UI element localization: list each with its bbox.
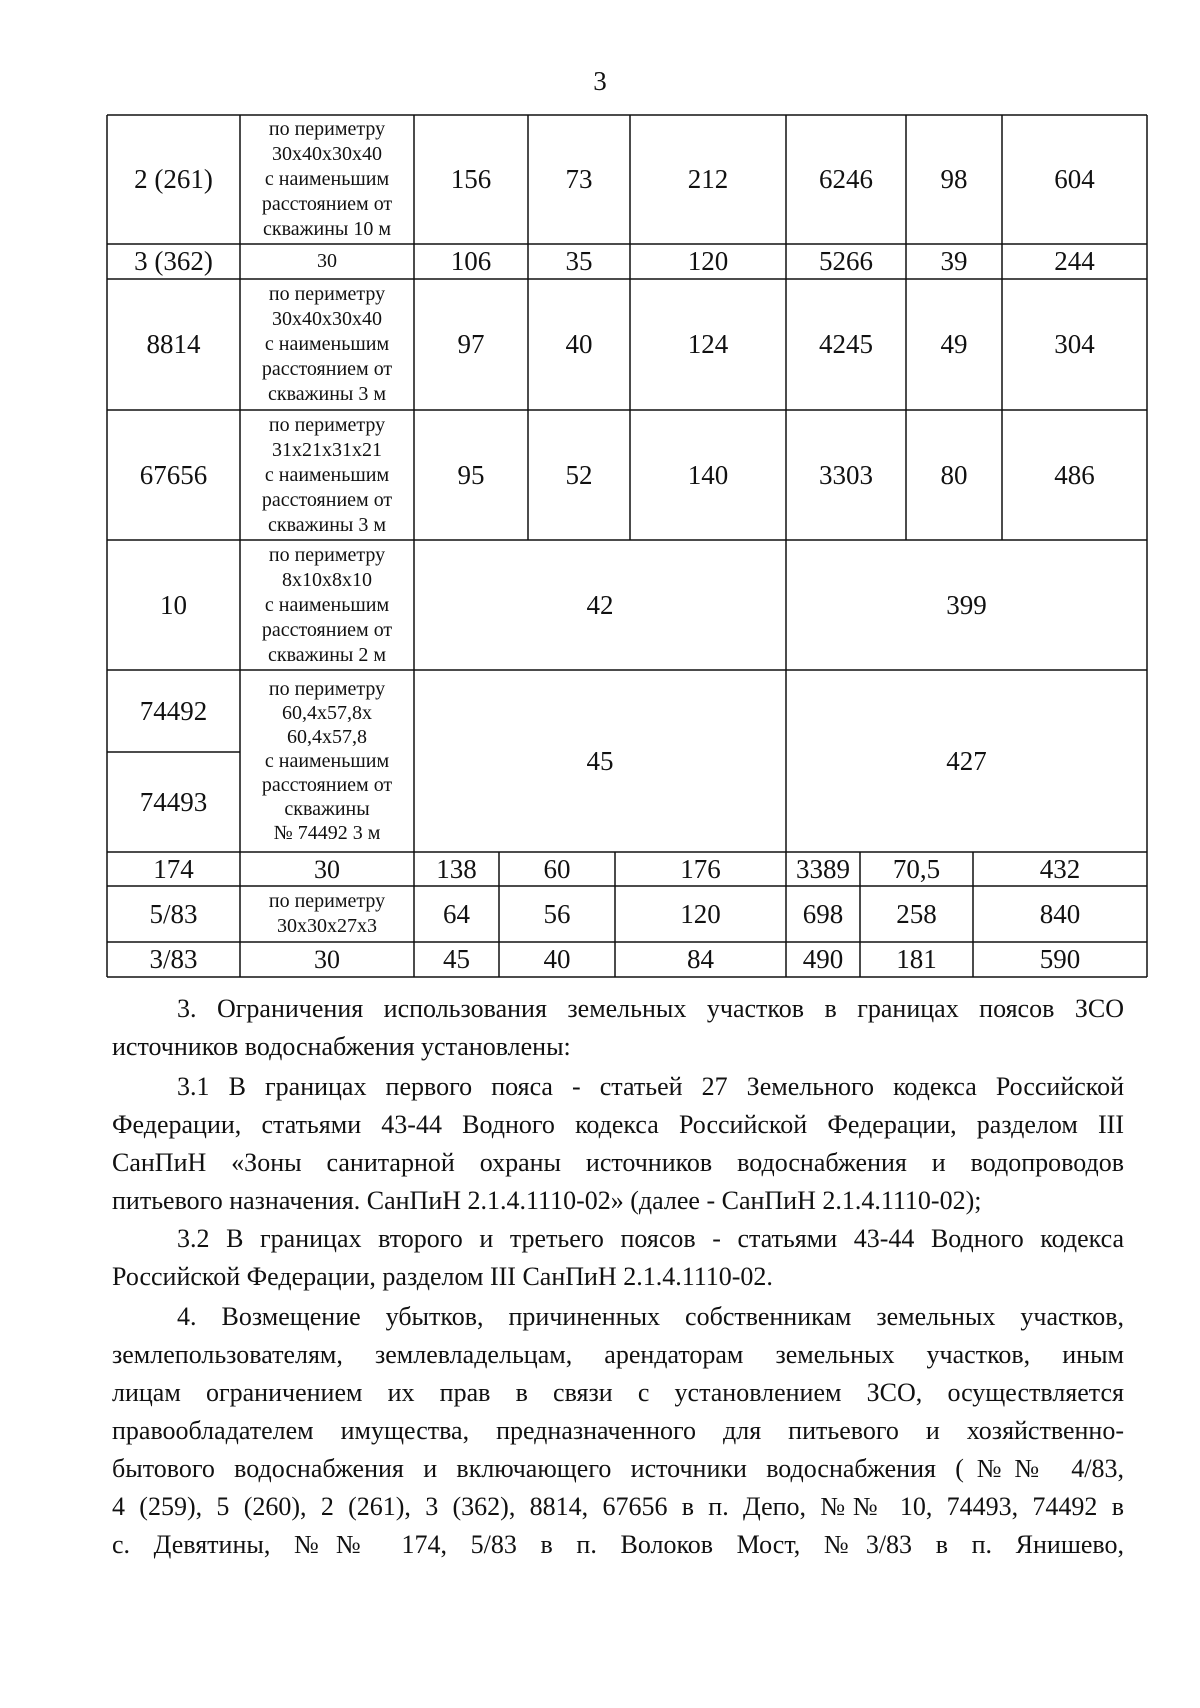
table-cell-value: 244 bbox=[1054, 246, 1095, 276]
table-cell-value: 64 bbox=[443, 898, 470, 929]
table-cell-id: 3/83 bbox=[149, 944, 198, 974]
table-cell-id: 74492 bbox=[139, 695, 208, 726]
table-cell-value: 176 bbox=[680, 853, 721, 884]
paragraph-3-1 bbox=[112, 1068, 1124, 1220]
table-cell-id: 2 (261) bbox=[134, 164, 213, 194]
table-cell-value: 840 bbox=[1039, 898, 1081, 929]
table-cell-value: 95 bbox=[457, 459, 485, 490]
paragraph-line: правообладателем имущества, предназначенного для питьевого и хозяйственно- bbox=[112, 1416, 1124, 1445]
paragraph-line: землепользователям, землевладельцам, арендаторам земельных участков, иным bbox=[112, 1340, 1124, 1369]
paragraph-line: 3. Ограничения использования земельных участков в границах поясов ЗСО bbox=[177, 994, 1124, 1023]
paragraph-line: бытового водоснабжения и включающего источники водоснабжения (№№ 4/83, bbox=[112, 1454, 1124, 1483]
table-cell-value: 432 bbox=[1039, 853, 1081, 884]
table-cell-value: 6246 bbox=[819, 164, 873, 194]
table-cell-value: 590 bbox=[1039, 944, 1081, 974]
table-cell-value: 604 bbox=[1054, 164, 1095, 194]
table-cell-id: 8814 bbox=[146, 329, 201, 359]
table-cell-value: 35 bbox=[565, 246, 593, 276]
paragraph-4 bbox=[112, 1298, 1124, 1564]
table-cell-value: 490 bbox=[802, 944, 844, 974]
table-cell-value: 124 bbox=[687, 329, 729, 359]
table-cell-value: 3303 bbox=[819, 459, 873, 490]
table-cell-zone: по периметру 30x40x30x40 с наименьшим расстоянием от скважины 10 м bbox=[261, 118, 393, 240]
table-cell-zone: 30 bbox=[314, 854, 340, 884]
table-cell-value: 40 bbox=[543, 944, 571, 974]
table-cell-zone: по периметру 30x40x30x40 с наименьшим расстоянием от скважины 3 м bbox=[261, 283, 393, 405]
table-cell-value: 5266 bbox=[819, 246, 873, 276]
table-cell-id: 5/83 bbox=[149, 898, 198, 929]
paragraph-line: с. Девятины, №№ 174, 5/83 в п. Волоков Мост, №3/83 в п. Янишево, bbox=[112, 1530, 1124, 1559]
table-cell-merged-value: 399 bbox=[946, 589, 987, 620]
table-cell-id: 74493 bbox=[139, 786, 208, 817]
table-cell-id: 10 bbox=[160, 589, 187, 620]
paragraph-line: Российской Федерации, разделом III СанПиН 2.1.4.1110-02. bbox=[112, 1262, 773, 1291]
paragraph-line: источников водоснабжения установлены: bbox=[112, 1032, 571, 1061]
table-cell-value: 4245 bbox=[819, 329, 873, 359]
table-cell-merged-value: 45 bbox=[586, 745, 614, 776]
table-cell-id: 67656 bbox=[139, 459, 208, 490]
table-cell-value: 120 bbox=[680, 898, 721, 929]
table-cell-value: 138 bbox=[436, 853, 477, 884]
paragraph-line: Федерации, статьями 43-44 Водного кодекса Российской Федерации, разделом III bbox=[112, 1110, 1124, 1139]
table-cell-value: 73 bbox=[565, 164, 593, 194]
page-number: 3 bbox=[593, 66, 607, 96]
table-cell-value: 84 bbox=[687, 944, 714, 974]
table-cell-id: 174 bbox=[153, 853, 194, 884]
table-cell-value: 45 bbox=[443, 944, 470, 974]
table-cell-value: 304 bbox=[1054, 329, 1095, 359]
paragraph-3 bbox=[112, 990, 1124, 1066]
table-cell-value: 52 bbox=[565, 459, 593, 490]
paragraph-line: 3.2 В границах второго и третьего поясов - статьями 43-44 Водного кодекса bbox=[177, 1224, 1124, 1253]
table-cell-merged-value: 42 bbox=[586, 589, 614, 620]
table-cell-value: 212 bbox=[687, 164, 729, 194]
table-cell-value: 70,5 bbox=[892, 853, 941, 884]
table-cell-value: 156 bbox=[450, 164, 492, 194]
table-cell-value: 56 bbox=[543, 898, 571, 929]
table-cell-value: 39 bbox=[940, 246, 968, 276]
paragraph-line: 4 (259), 5 (260), 2 (261), 3 (362), 8814, 67656 в п. Депо, №№ 10, 74493, 74492 в bbox=[112, 1492, 1124, 1521]
table-cell-zone: 30 bbox=[314, 945, 340, 974]
table-cell-value: 486 bbox=[1054, 459, 1095, 490]
table-cell-value: 698 bbox=[802, 898, 844, 929]
table-cell-zone: по периметру 60,4x57,8x 60,4x57,8 с наименьшим расстоянием от скважины № 74492 3 м bbox=[261, 678, 393, 844]
table-cell-value: 98 bbox=[940, 164, 968, 194]
table-cell-value: 80 bbox=[940, 459, 968, 490]
paragraph-line: питьевого назначения. СанПиН 2.1.4.1110-02» (далее - СанПиН 2.1.4.1110-02); bbox=[112, 1186, 982, 1215]
table-cell-value: 49 bbox=[940, 329, 968, 359]
table-cell-value: 97 bbox=[457, 329, 485, 359]
table-cell-value: 140 bbox=[687, 459, 729, 490]
table-cell-value: 3389 bbox=[796, 853, 850, 884]
table-cell-value: 120 bbox=[687, 246, 729, 276]
table-cell-value: 106 bbox=[450, 246, 492, 276]
table-cell-value: 40 bbox=[565, 329, 593, 359]
paragraph-line: лицам ограничением их прав в связи с установлением ЗСО, осуществляется bbox=[112, 1378, 1124, 1407]
table-cell-zone: по периметру 30x30x27x3 bbox=[268, 890, 386, 937]
table-cell-value: 60 bbox=[543, 853, 571, 884]
table-cell-value: 181 bbox=[896, 944, 937, 974]
table-cell-merged-value: 427 bbox=[946, 745, 987, 776]
paragraph-line: СанПиН «Зоны санитарной охраны источников водоснабжения и водопроводов bbox=[112, 1148, 1124, 1177]
paragraph-3-2 bbox=[112, 1220, 1124, 1296]
table-cell-id: 3 (362) bbox=[134, 246, 213, 276]
table-cell-zone: по периметру 31x21x31x21 с наименьшим расстоянием от скважины 3 м bbox=[261, 413, 393, 536]
table-cell-zone: по периметру 8x10x8x10 с наименьшим расстоянием от скважины 2 м bbox=[261, 543, 393, 666]
paragraph-line: 3.1 В границах первого пояса - статьей 27 Земельного кодекса Российской bbox=[177, 1072, 1124, 1101]
table-cell-zone: 30 bbox=[317, 250, 337, 272]
paragraph-line: 4. Возмещение убытков, причиненных собственникам земельных участков, bbox=[177, 1302, 1124, 1331]
table-cell-value: 258 bbox=[896, 898, 937, 929]
